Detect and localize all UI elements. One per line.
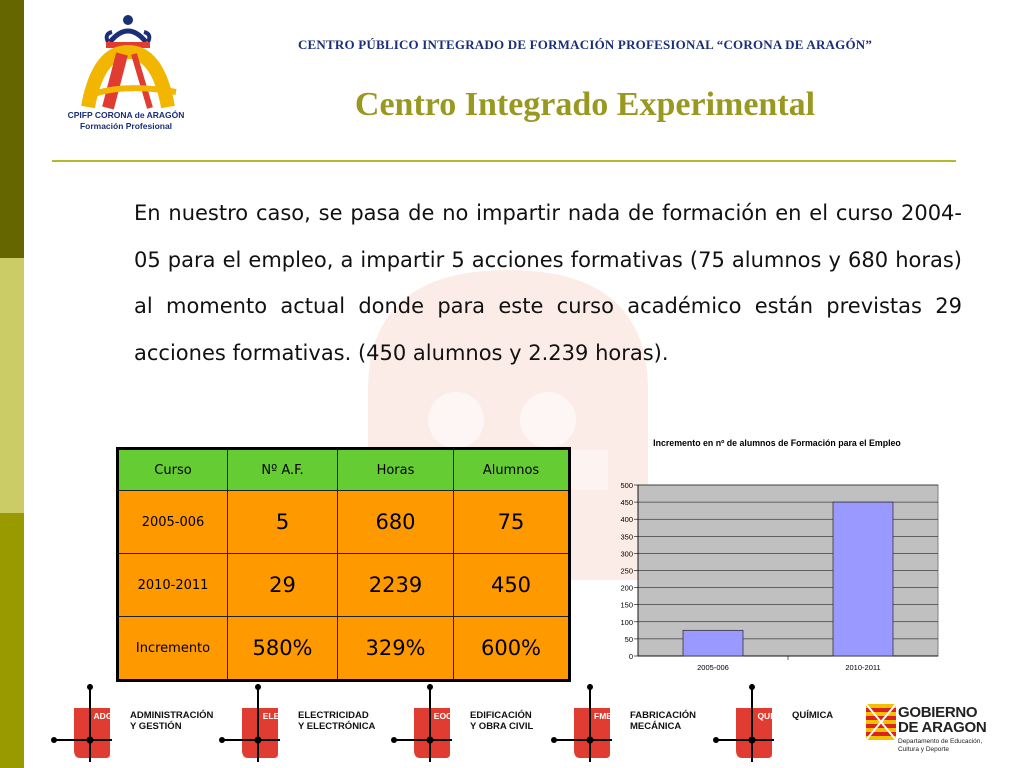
- institution-name: CENTRO PÚBLICO INTEGRADO DE FORMACIÓN PROFESIONAL “CORONA DE ARAGÓN”: [297, 37, 873, 52]
- y-tick-label: 450: [620, 498, 633, 508]
- cell-alumnos: 75: [454, 491, 570, 554]
- table-header-row: [118, 449, 570, 491]
- gobierno-subtitle: Departamento de Educación, Cultura y Deporte: [898, 738, 983, 753]
- family-label: QUÍMICA: [792, 710, 834, 721]
- family-code: ELE: [262, 711, 280, 721]
- cell-curso: 2005-006: [118, 491, 228, 554]
- x-tick-label: 2010-2011: [845, 663, 881, 672]
- y-tick-label: 150: [620, 600, 633, 610]
- page-title: Centro Integrado Experimental: [354, 86, 816, 123]
- cell-num-af: 29: [228, 554, 338, 617]
- intro-paragraph: En nuestro caso, se pasa de no impartir nada de formación en el curso 2004-05 para el empleo, a impartir 5 acciones formativas (75 alumnos y 680 horas) al momento actual donde para este curso académico están previstas 29 acciones formativas. (450 alumnos y 2.239 horas).: [134, 201, 962, 365]
- header-num-af: Nº A.F.: [228, 449, 338, 491]
- logo-caption: [56, 110, 196, 132]
- table-row: [118, 617, 570, 681]
- y-tick-label: 50: [624, 634, 633, 644]
- family-label: FABRICACIÓN MECÁNICA: [630, 710, 696, 732]
- left-bar-bottom: [0, 513, 24, 768]
- family-code: EOC: [433, 711, 453, 721]
- x-tick-label: 2005-006: [697, 663, 729, 672]
- table-row: [118, 491, 570, 554]
- y-tick-label: 200: [620, 583, 633, 593]
- logo-line-1: CPIFP CORONA de ARAGÓN: [67, 110, 185, 120]
- training-table: [116, 447, 571, 682]
- bar: [833, 502, 893, 656]
- y-tick-label: 100: [620, 617, 633, 627]
- family-code: QUI: [757, 711, 773, 721]
- bar: [683, 630, 743, 656]
- header-alumnos: Alumnos: [454, 449, 570, 491]
- family-label: EDIFICACIÓN Y OBRA CIVIL: [470, 710, 534, 732]
- family-ele-icon: [218, 684, 308, 764]
- family-fme-icon: [550, 684, 640, 764]
- family-code: FME: [594, 711, 612, 721]
- y-tick-label: 0: [628, 652, 633, 661]
- cell-alumnos: 600%: [454, 617, 570, 681]
- y-tick-label: 350: [620, 532, 633, 542]
- logo-line-2: Formación Profesional: [79, 121, 173, 131]
- table-row: [118, 554, 570, 617]
- left-bar-middle: [0, 258, 24, 513]
- cell-num-af: 580%: [228, 617, 338, 681]
- cell-alumnos: 450: [454, 554, 570, 617]
- y-tick-label: 250: [620, 566, 633, 576]
- aragon-flag-icon: [866, 704, 896, 740]
- left-bar-top: [0, 0, 24, 258]
- header-horas: Horas: [338, 449, 454, 491]
- gobierno-title: GOBIERNO DE ARAGON: [898, 704, 987, 736]
- header-curso: Curso: [118, 449, 228, 491]
- cell-num-af: 5: [228, 491, 338, 554]
- y-tick-label: 500: [620, 481, 633, 490]
- cell-horas: 2239: [338, 554, 454, 617]
- cell-horas: 329%: [338, 617, 454, 681]
- header-divider: [52, 160, 956, 162]
- family-adg-icon: [50, 684, 140, 764]
- family-qui-icon: [712, 684, 802, 764]
- cell-horas: 680: [338, 491, 454, 554]
- cell-curso: Incremento: [118, 617, 228, 681]
- chart-title: Incremento en nº de alumnos de Formación para el Empleo: [653, 438, 901, 448]
- cell-curso: 2010-2011: [118, 554, 228, 617]
- students-bar-chart: [600, 430, 960, 680]
- family-code: ADG: [93, 711, 113, 721]
- family-label: ELECTRICIDAD Y ELECTRÓNICA: [298, 710, 376, 732]
- y-tick-label: 400: [620, 515, 633, 525]
- family-label: ADMINISTRACIÓN Y GESTIÓN: [130, 710, 214, 732]
- family-eoc-icon: [390, 684, 480, 764]
- y-tick-label: 300: [620, 549, 633, 559]
